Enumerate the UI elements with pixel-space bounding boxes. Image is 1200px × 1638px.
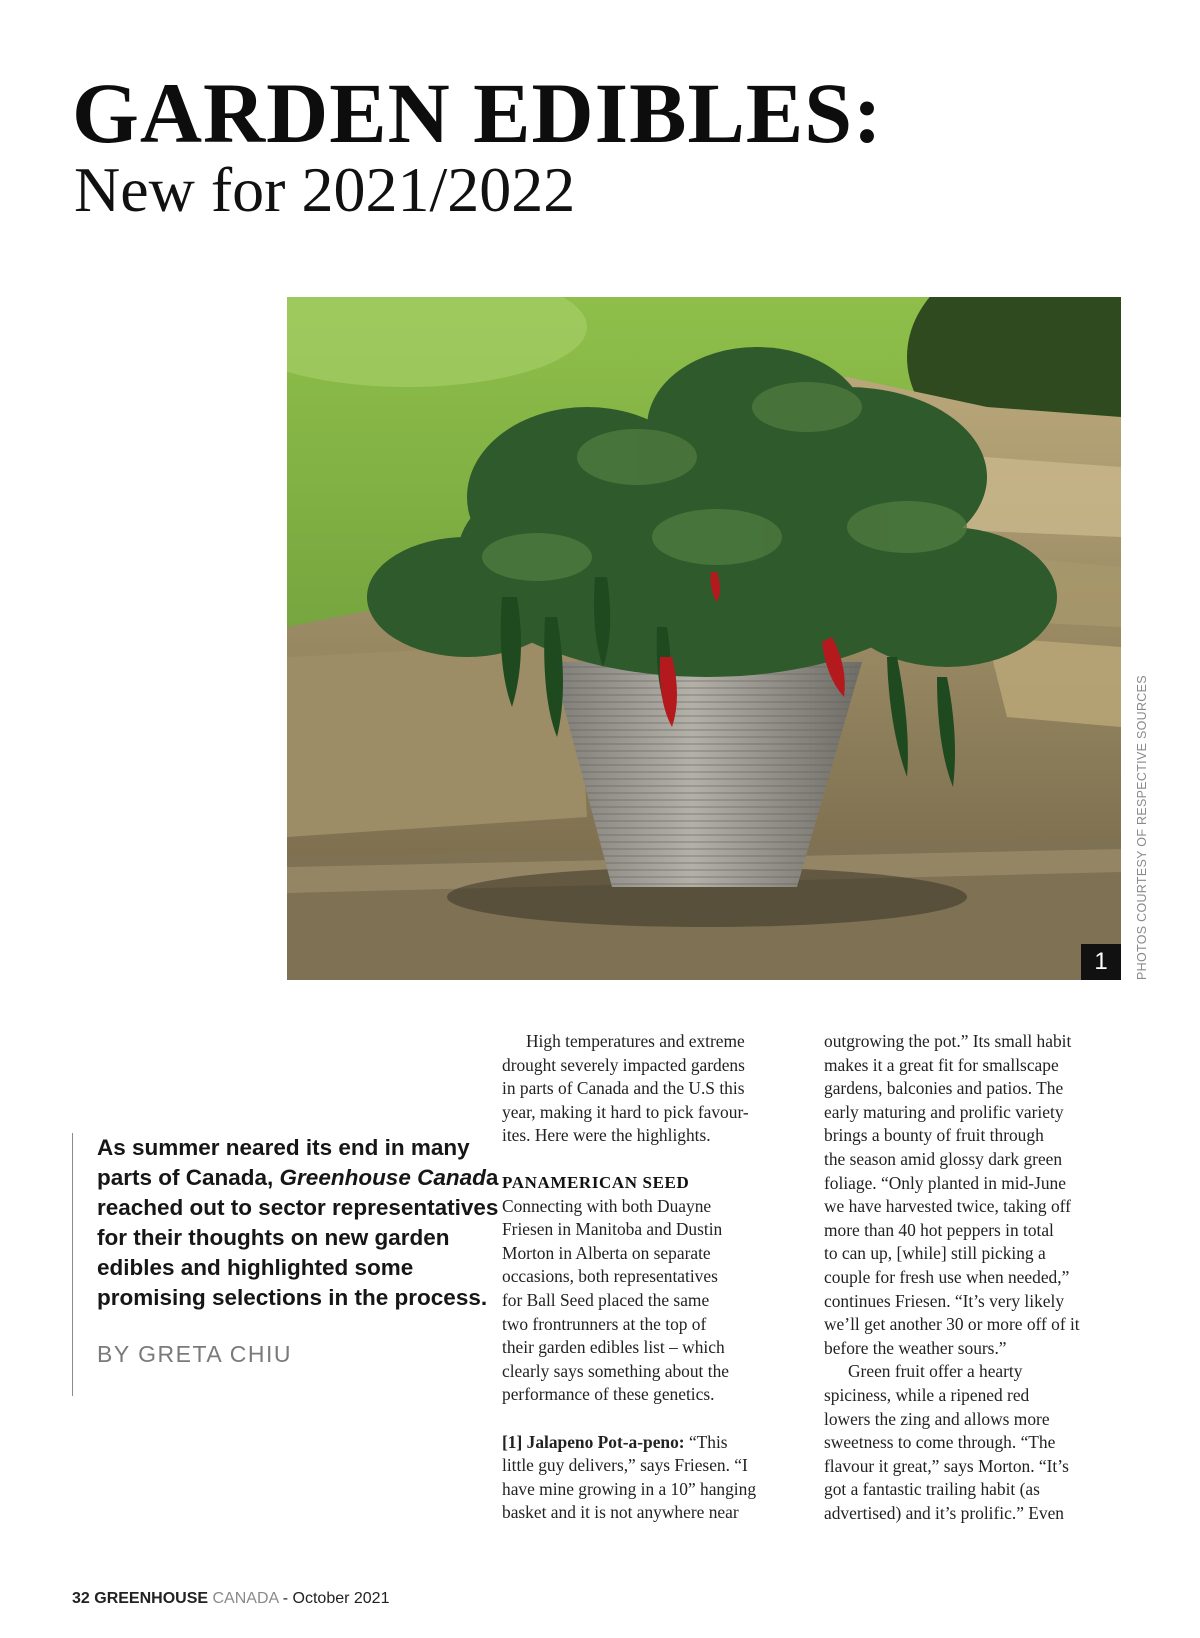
byline: BY GRETA CHIU (97, 1341, 293, 1367)
deck-text-part1: As summer neared its end in many parts of Canada, (97, 1135, 470, 1190)
jalapeno-plant-image (287, 297, 1121, 980)
article-photo (287, 297, 1121, 980)
section-paragraph: Connecting with both Duayne Friesen in Manitoba and Dustin Morton in Alberta on separate occasions, both representatives for Ball Seed placed the same two frontrunners at the top of their garden edibles list – which clearly says something about the performance of these genetics. (502, 1195, 729, 1405)
body-column-1 (502, 1030, 807, 1525)
magazine-name: GREENHOUSE (94, 1590, 209, 1607)
section-heading: PANAMERICAN SEED (502, 1172, 690, 1192)
article-deck (72, 1133, 507, 1396)
issue-date: - October 2021 (282, 1590, 390, 1607)
article-headline: GARDEN EDIBLES: (72, 65, 883, 161)
magazine-name-suffix: CANADA (212, 1590, 279, 1607)
deck-text (97, 1133, 507, 1313)
continuation-paragraph: outgrowing the pot.” Its small habit makes it a great fit for smallscape gardens, balconies and patios. The early maturing and prolific variety brings a bounty of fruit through the season amid glossy dark green foliage. “Only planted in mid-June we have harvested twice, taking off more than 40 hot peppers in total to can up, [while] still picking a couple for fresh use when needed,” continues Friesen. “It’s very likely we’ll get another 30 or more off of it before the weather sours.” (824, 1031, 1080, 1358)
intro-paragraph: High temperatures and extreme drought severely impacted gardens in parts of Canada and the U.S this year, making it hard to pick favour- ites. Here were the highlights. (502, 1031, 749, 1146)
deck-text-part2: a reached out to sector representatives for their thoughts on new garden edibles and highlighted some promising selections in the process. (97, 1165, 499, 1310)
page-number: 32 (72, 1590, 90, 1607)
second-paragraph: Green fruit offer a hearty spiciness, while a ripened red lowers the zing and allows more sweetness to come through. “The flavour it great,” says Morton. “It’s got a fantastic trailing habit (as advertised) and it’s prolific.” Even (824, 1361, 1069, 1523)
photo-credit: PHOTOS COURTESY OF RESPECTIVE SOURCES (1135, 675, 1149, 980)
photo-number-badge: 1 (1081, 944, 1121, 980)
deck-magazine-name: Greenhouse Canad (279, 1165, 486, 1190)
article-subheadline: New for 2021/2022 (74, 154, 576, 225)
item-paragraph: [1] Jalapeno Pot-a-peno: “This little guy delivers,” says Friesen. “I have mine growing in a 10” hanging basket and it is not anywhere near (502, 1431, 757, 1523)
item-label: [1] Jalapeno Pot-a-peno: (502, 1431, 685, 1452)
body-column-2 (824, 1030, 1129, 1525)
page-footer (72, 1590, 389, 1608)
